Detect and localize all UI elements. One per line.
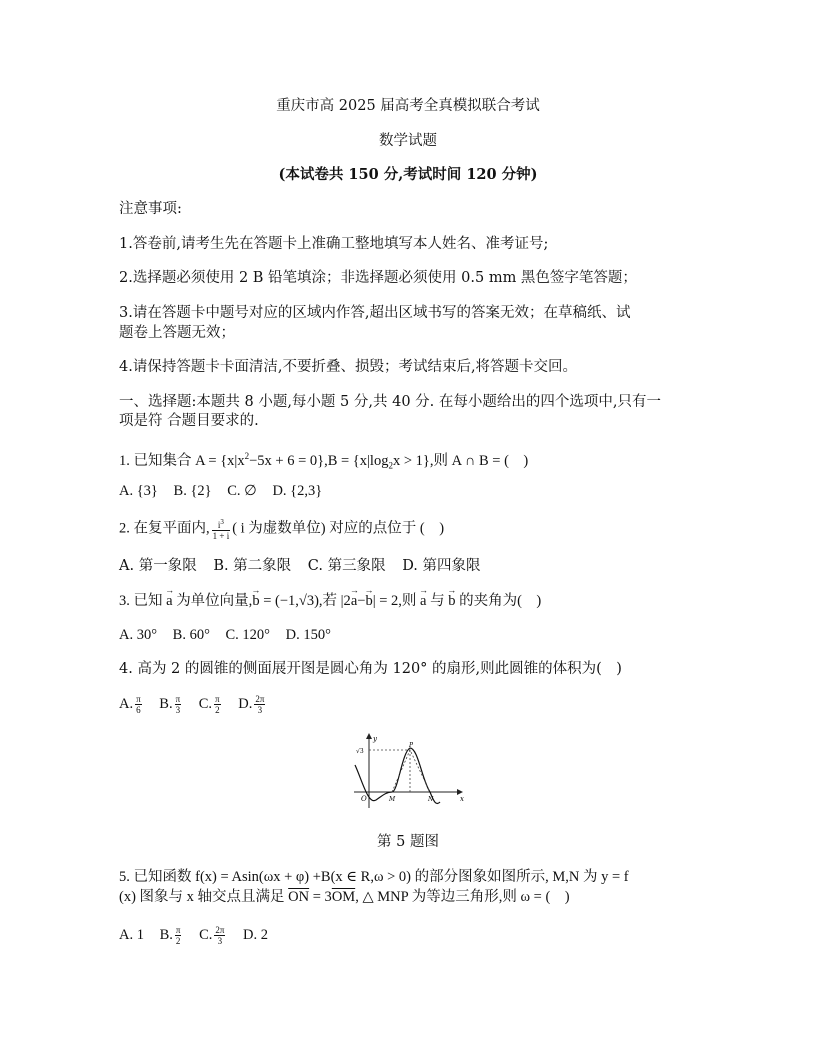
q3-part6: 与 <box>426 593 449 609</box>
q3-option-a: A. 30° <box>119 627 158 643</box>
q2-option-a: A. 第一象限 <box>119 558 197 574</box>
q2-option-b: B. 第二象限 <box>213 558 292 574</box>
q5-vector-on: $\overline{ON}$ <box>288 889 310 905</box>
q1-option-a: A. {3} <box>119 483 158 499</box>
q5-option-b-label: B. <box>159 927 173 943</box>
q2-fraction <box>212 517 231 541</box>
q5-option-d: D. 2 <box>243 927 269 943</box>
q5-option-b-num: π <box>175 925 181 936</box>
note-item-4: 4.请保持答题卡卡面清洁,不要折叠、损毁；考试结束后,将答题卡交回。 <box>119 359 578 375</box>
q3-option-c: C. 120° <box>225 627 270 643</box>
q5-option-c-num: 2π <box>215 925 225 936</box>
q3-part5: | = 2,则 <box>372 593 421 609</box>
question-3 <box>119 591 541 611</box>
q4-option-c-num: π <box>215 694 220 705</box>
q3-option-d: D. 150° <box>285 627 331 643</box>
q4-option-c-label: C. <box>198 696 213 712</box>
q4-option-a-num: π <box>136 694 141 705</box>
q2-frac-num: i <box>217 520 221 530</box>
q5-line2c: , △ MNP 为等边三角形,则 ω = ( ) <box>355 889 570 905</box>
x-axis-label: x <box>460 795 464 803</box>
q3-vector-a-2: → a <box>351 591 357 611</box>
q4-option-b <box>159 694 183 716</box>
notes-heading: 注意事项: <box>119 201 182 217</box>
q1-suffix: x > 1},则 A ∩ B = ( ) <box>392 452 529 469</box>
q5-options <box>119 925 280 946</box>
q4-option-d-den: 3 <box>257 705 263 716</box>
q4-option-b-label: B. <box>159 696 173 712</box>
q5-line2b: = 3 <box>309 889 332 905</box>
exam-subtitle: 数学试题 <box>379 133 437 149</box>
q2-options <box>119 556 493 576</box>
q2-frac-num-sup: 3 <box>220 518 224 526</box>
q4-option-a-den: 6 <box>136 705 141 716</box>
q4-option-d <box>238 694 267 716</box>
point-m-label: M <box>389 796 396 803</box>
q5-function-graph <box>350 730 470 810</box>
q3-part4: − <box>357 593 366 609</box>
q5-vector-om: $\overline{OM}$ <box>331 889 356 905</box>
q3-part1: 3. 已知 <box>119 593 167 609</box>
question-4: 4. 高为 2 的圆锥的侧面展开图是圆心角为 120° 的扇形,则此圆锥的体积为( ) <box>119 661 622 677</box>
q4-option-a-label: A. <box>119 696 134 712</box>
note-item-2: 2.选择题必须使用 2 B 铅笔填涂；非选择题必须使用 0.5 mm 黑色签字笔答题； <box>119 270 637 286</box>
question-1 <box>119 446 528 476</box>
q5-option-a: A. 1 <box>119 927 144 943</box>
q3-part2: 为单位向量, <box>172 593 253 609</box>
point-n-label: N <box>428 796 434 803</box>
q4-option-a <box>119 694 144 716</box>
q3-vector-a-3: → a <box>420 591 426 611</box>
q1-prefix: 1. 已知集合 A = {x|x <box>119 452 245 469</box>
note-item-3-cont: 题卷上答题无效； <box>119 325 235 341</box>
question-5-line2 <box>119 887 570 907</box>
q3-vector-b-2: → b <box>365 591 372 611</box>
section-heading-line1: 一、选择题:本题共 8 小题,每小题 5 分,共 40 分. 在每小题给出的四个选项中,只有一 <box>119 394 661 410</box>
point-p-label: P <box>409 742 414 749</box>
q3-vector-b-3: → b <box>448 591 455 611</box>
q4-option-c <box>198 694 223 716</box>
sqrt3-label: √3 <box>356 748 364 755</box>
q2-frac-den: 1 + i <box>212 531 230 541</box>
q1-sup: 2 <box>244 451 250 461</box>
exam-title: 重庆市高 2025 届高考全真模拟联合考试 <box>276 98 540 114</box>
q5-option-c <box>199 925 227 947</box>
q2-option-d: D. 第四象限 <box>402 558 481 574</box>
q2-suffix: ( i 为虚数单位) 对应的点位于 ( ) <box>232 520 445 537</box>
q3-part3: = (−1,√3),若 |2 <box>259 593 351 609</box>
q5-option-b-den: 2 <box>175 936 181 947</box>
q5-option-b <box>159 925 184 947</box>
q3-vector-a: → a <box>166 591 172 611</box>
q5-option-c-label: C. <box>199 927 213 943</box>
y-axis-label: y <box>373 735 377 743</box>
q4-option-c-den: 2 <box>215 705 220 716</box>
q2-prefix: 2. 在复平面内, <box>119 520 210 537</box>
q4-options <box>119 694 279 715</box>
section-heading-line2: 项是符 合题目要求的. <box>119 413 259 429</box>
q3-part7: 的夹角为( ) <box>455 593 542 609</box>
q3-vector-b: → b <box>252 591 259 611</box>
question-2 <box>119 517 444 541</box>
q1-options <box>119 481 334 501</box>
q4-option-b-den: 3 <box>175 705 181 716</box>
q5-option-c-den: 3 <box>217 936 223 947</box>
q1-sub: 2 <box>388 460 393 471</box>
q1-option-b: B. {2} <box>173 483 212 499</box>
q4-option-b-num: π <box>175 694 181 705</box>
q2-option-c: C. 第三象限 <box>307 558 386 574</box>
q4-option-d-num: 2π <box>255 694 265 705</box>
triangle-mnp <box>392 750 430 792</box>
q1-mid: −5x + 6 = 0},B = {x|log <box>249 452 389 469</box>
exam-info: (本试卷共 150 分,考试时间 120 分钟) <box>278 166 538 183</box>
figure-caption: 第 5 题图 <box>377 834 439 850</box>
q5-line2a: (x) 图象与 x 轴交点且满足 <box>119 889 289 905</box>
q3-option-b: B. 60° <box>172 627 210 643</box>
q1-option-d: D. {2,3} <box>272 483 323 499</box>
origin-label: O <box>361 795 367 803</box>
q3-options <box>119 625 343 645</box>
note-item-3: 3.请在答题卡中题号对应的区域内作答,超出区域书写的答案无效；在草稿纸、试 <box>119 305 631 321</box>
q4-option-d-label: D. <box>238 696 253 712</box>
q1-option-c: C. ∅ <box>227 483 257 499</box>
question-5-line1: 5. 已知函数 f(x) = Asin(ωx + φ) +B(x ∈ R,ω > 0) 的部分图象如图所示, M,N 为 y = f <box>119 869 629 885</box>
note-item-1: 1.答卷前,请考生先在答题卡上准确工整地填写本人姓名、准考证号; <box>119 236 549 252</box>
